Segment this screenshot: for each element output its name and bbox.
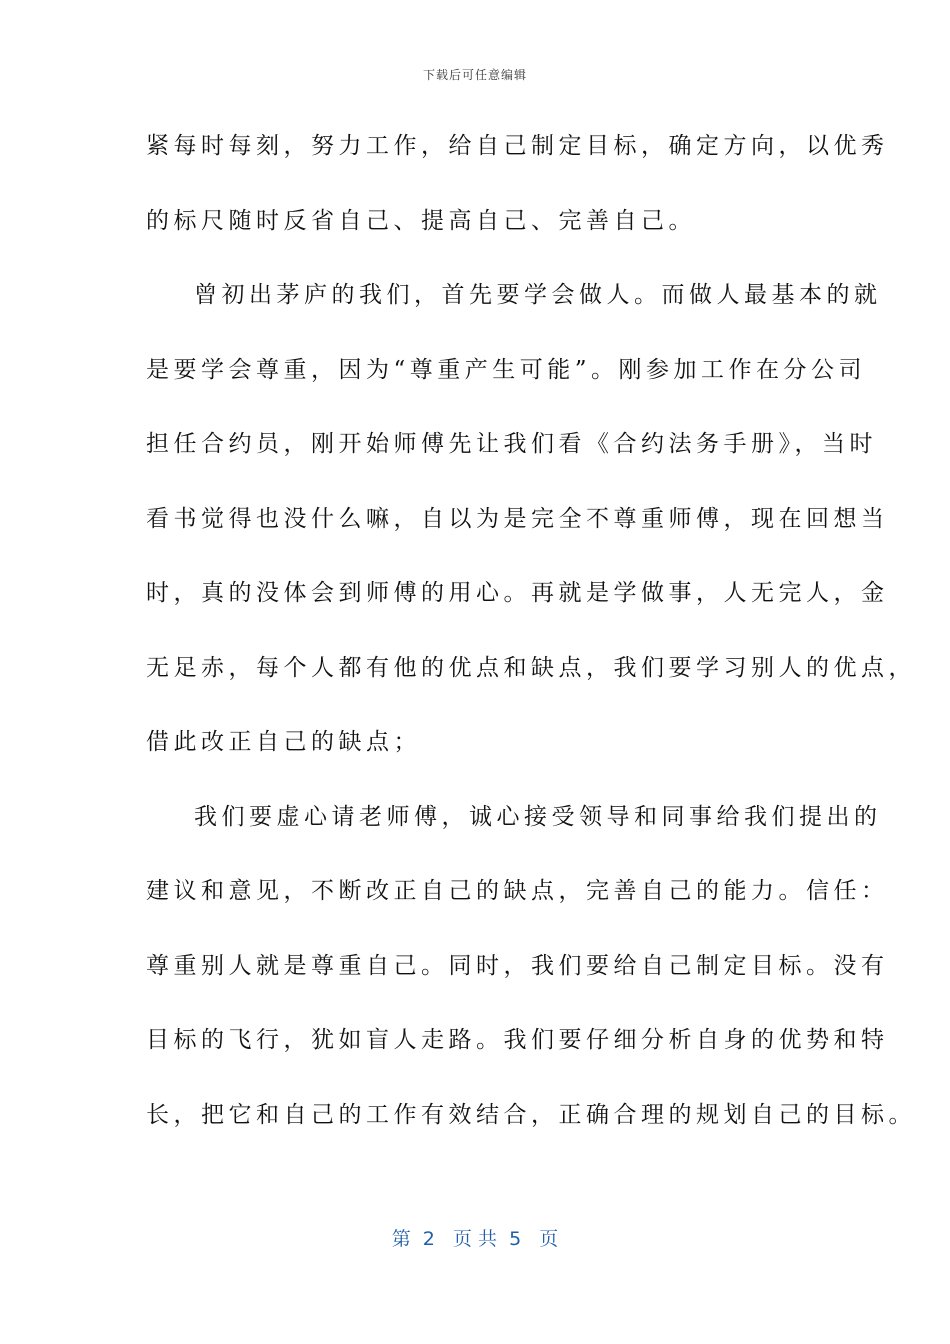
paragraph-line: 我们要虚心请老师傅，诚心接受领导和同事给我们提出的	[194, 803, 882, 830]
paragraph-line: 担任合约员，刚开始师傅先让我们看《合约法务手册》，当时	[146, 431, 877, 457]
paragraph-line: 紧每时每刻，努力工作，给自己制定目标，确定方向，以优秀	[146, 133, 889, 159]
paragraph-line: 曾初出茅庐的我们，首先要学会做人。而做人最基本的就	[194, 282, 882, 308]
paragraph-line: 的标尺随时反省自己、提高自己、完善自己。	[146, 207, 696, 234]
document-body	[146, 123, 916, 1166]
page-number-footer: 第 2 页 共 5 页	[391, 1228, 559, 1250]
paragraph-line: 时，真的没体会到师傅的用心。再就是学做事，人无完人，金	[146, 580, 889, 606]
paragraph-line: 无足赤，每个人都有他的优点和缺点，我们要学习别人的优点，	[146, 654, 916, 681]
paragraph-line: 长，把它和自己的工作有效结合，正确合理的规划自己的目标。	[146, 1101, 916, 1128]
paragraph-line: 目标的飞行，犹如盲人走路。我们要仔细分析自身的优势和特	[146, 1027, 889, 1053]
paragraph-line: 看书觉得也没什么嘛，自以为是完全不尊重师傅，现在回想当	[146, 505, 889, 532]
paragraph-line: 尊重别人就是尊重自己。同时，我们要给自己制定目标。没有	[146, 952, 889, 979]
paragraph-line: 借此改正自己的缺点；	[146, 729, 421, 755]
paragraph-line: 是要学会尊重，因为“尊重产生可能”。刚参加工作在分公司	[146, 356, 867, 383]
page-header: 下载后可任意编辑	[422, 68, 527, 82]
paragraph-line: 建议和意见，不断改正自己的缺点，完善自己的能力。信任：	[146, 878, 889, 904]
